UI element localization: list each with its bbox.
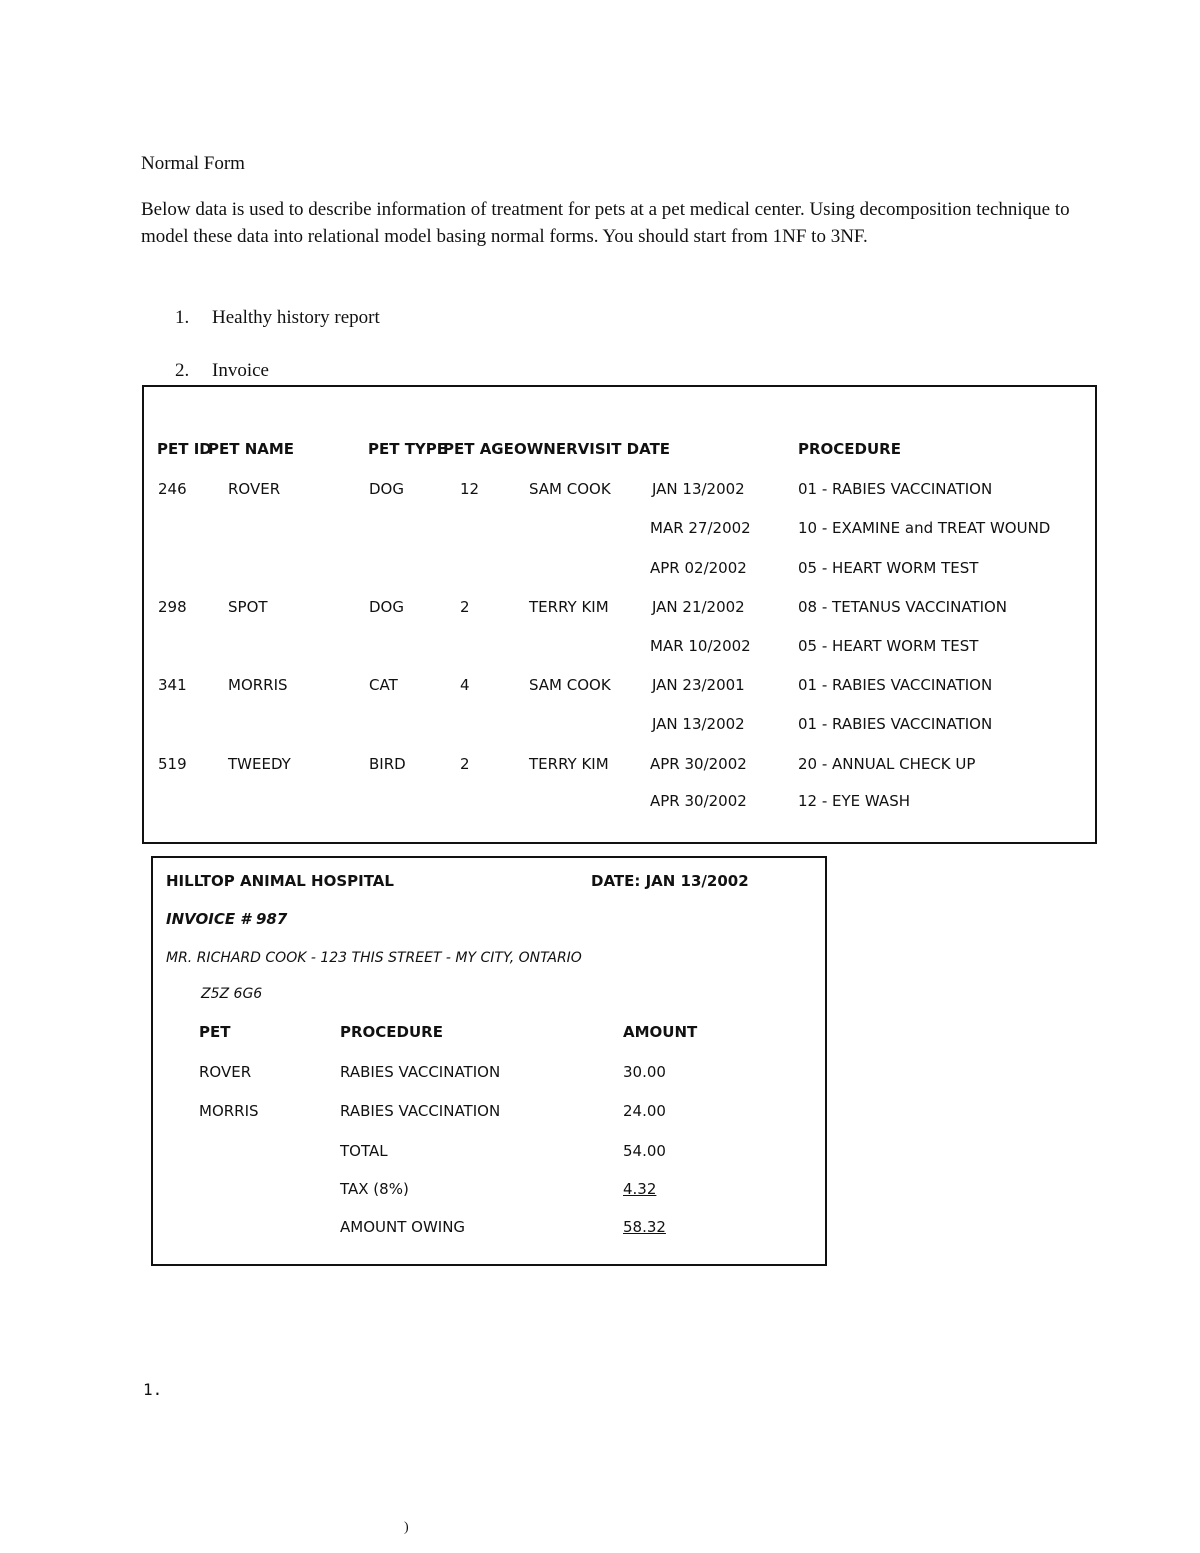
cell-pet-id: 341	[158, 676, 187, 694]
cell-procedure: 01 - RABIES VACCINATION	[798, 676, 993, 694]
list-item-invoice: Invoice	[212, 360, 269, 381]
invoice-number: INVOICE # 987	[166, 910, 288, 928]
cell-owner: TERRY KIM	[529, 598, 609, 616]
cell-visit-date: APR 02/2002	[650, 559, 747, 577]
cell-visit-date: JAN 13/2002	[652, 480, 745, 498]
invoice-total-value: 54.00	[623, 1142, 666, 1160]
footer-mark: )	[404, 1520, 409, 1535]
cell-procedure: 01 - RABIES VACCINATION	[798, 715, 993, 733]
cell-pet-type: DOG	[369, 598, 404, 616]
cell-visit-date: MAR 10/2002	[650, 637, 751, 655]
list-item-healthy-history: Healthy history report	[212, 307, 380, 328]
cell-pet-age: 4	[460, 676, 470, 694]
cell-pet-type: BIRD	[369, 755, 406, 773]
cell-owner: SAM COOK	[529, 676, 611, 694]
cell-visit-date: JAN 13/2002	[652, 715, 745, 733]
cell-visit-date: APR 30/2002	[650, 792, 747, 810]
cell-procedure: 10 - EXAMINE and TREAT WOUND	[798, 519, 1051, 537]
cell-pet-age: 2	[460, 755, 470, 773]
cell-procedure: 08 - TETANUS VACCINATION	[798, 598, 1008, 616]
list-number-2: 2.	[175, 360, 190, 381]
cell-pet-id: 246	[158, 480, 187, 498]
cell-pet-name: SPOT	[228, 598, 268, 616]
invoice-item-pet: ROVER	[199, 1063, 252, 1081]
invoice-header-pet: PET	[199, 1023, 231, 1041]
cell-pet-id: 298	[158, 598, 187, 616]
cell-owner: TERRY KIM	[529, 755, 609, 773]
cell-procedure: 12 - EYE WASH	[798, 792, 910, 810]
cell-visit-date: APR 30/2002	[650, 755, 747, 773]
invoice-item-amount: 24.00	[623, 1102, 666, 1120]
cell-procedure: 05 - HEART WORM TEST	[798, 637, 979, 655]
cell-visit-date: JAN 23/2001	[652, 676, 745, 694]
cell-procedure: 05 - HEART WORM TEST	[798, 559, 979, 577]
list-number-1: 1.	[175, 307, 190, 328]
invoice-address-line1: MR. RICHARD COOK - 123 THIS STREET - MY CITY, ONTARIO	[166, 950, 582, 966]
cell-procedure: 01 - RABIES VACCINATION	[798, 480, 993, 498]
invoice-tax-label: TAX (8%)	[340, 1180, 409, 1198]
header-pet-name: PET NAME	[208, 440, 295, 458]
header-procedure: PROCEDURE	[798, 440, 901, 458]
invoice-header-amount: AMOUNT	[623, 1023, 698, 1041]
invoice-item-procedure: RABIES VACCINATION	[340, 1102, 501, 1120]
invoice-tax-value: 4.32	[623, 1180, 657, 1198]
document-heading: Normal Form	[141, 153, 245, 174]
cell-pet-age: 2	[460, 598, 470, 616]
answer-number: 1.	[143, 1380, 163, 1399]
cell-pet-name: ROVER	[228, 480, 281, 498]
intro-paragraph: Below data is used to describe information of treatment for pets at a pet medical center. Using decomposition technique to model these data into relational model basing normal forms. You should start from 1NF to 3NF.	[141, 199, 1070, 247]
invoice-owing-value: 58.32	[623, 1218, 666, 1236]
header-owner-visit-date: OWNERVISIT DATE	[514, 440, 671, 458]
cell-pet-name: TWEEDY	[228, 755, 291, 773]
invoice-owing-label: AMOUNT OWING	[340, 1218, 466, 1236]
cell-pet-name: MORRIS	[228, 676, 288, 694]
cell-visit-date: JAN 21/2002	[652, 598, 745, 616]
invoice-date: DATE: JAN 13/2002	[591, 872, 749, 890]
invoice-item-procedure: RABIES VACCINATION	[340, 1063, 501, 1081]
invoice-header-procedure: PROCEDURE	[340, 1023, 443, 1041]
cell-pet-type: CAT	[369, 676, 398, 694]
invoice-address-line2: Z5Z 6G6	[201, 986, 263, 1002]
cell-procedure: 20 - ANNUAL CHECK UP	[798, 755, 976, 773]
header-pet-id: PET ID	[157, 440, 212, 458]
invoice-item-pet: MORRIS	[199, 1102, 259, 1120]
cell-owner: SAM COOK	[529, 480, 611, 498]
health-history-table	[142, 385, 1097, 844]
header-pet-type: PET TYPE	[368, 440, 448, 458]
invoice-total-label: TOTAL	[340, 1142, 388, 1160]
cell-pet-id: 519	[158, 755, 187, 773]
cell-visit-date: MAR 27/2002	[650, 519, 751, 537]
invoice-hospital-name: HILLTOP ANIMAL HOSPITAL	[166, 872, 394, 890]
invoice-panel	[151, 856, 827, 1266]
header-pet-age: PET AGE	[443, 440, 514, 458]
cell-pet-type: DOG	[369, 480, 404, 498]
cell-pet-age: 12	[460, 480, 480, 498]
invoice-item-amount: 30.00	[623, 1063, 666, 1081]
